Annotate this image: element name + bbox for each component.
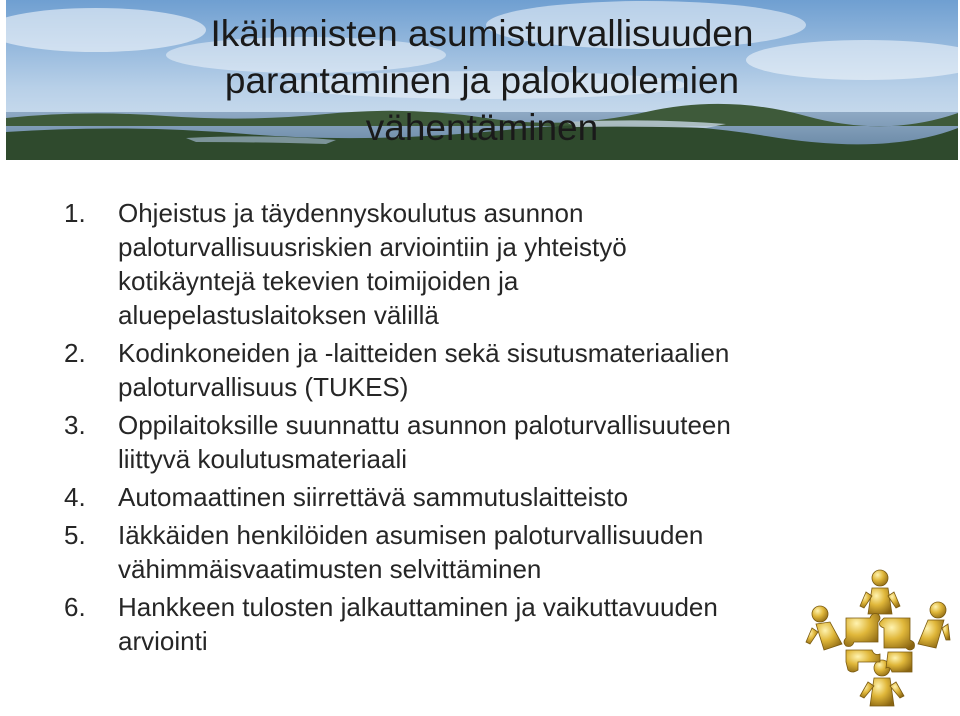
list-item-text: Kodinkoneiden ja -laitteiden sekä sisutusmateriaalien [118, 338, 730, 368]
list-item-number: 3. [64, 410, 86, 440]
header-banner [6, 0, 958, 160]
title-line: vähentäminen [365, 107, 599, 148]
title-line: Ikäihmisten asumisturvallisuuden [210, 13, 754, 54]
list-item-text: kotikäyntejä tekevien toimijoiden ja [118, 266, 519, 296]
page-title [6, 10, 958, 151]
list-item-text: aluepelastuslaitoksen välillä [118, 300, 439, 330]
list-item-text: vähimmäisvaatimusten selvittäminen [118, 554, 542, 584]
list-item-text: paloturvallisuusriskien arviointiin ja yhteistyö [118, 232, 627, 262]
list-item-number: 5. [64, 520, 86, 550]
list-item [60, 518, 920, 586]
list-item-number: 6. [64, 592, 86, 622]
list-item [60, 408, 920, 476]
list-item-number: 4. [64, 482, 86, 512]
list-item-text: paloturvallisuus (TUKES) [118, 372, 409, 402]
list-item-text: liittyvä koulutusmateriaali [118, 444, 408, 474]
project-list [60, 196, 920, 662]
puzzle-people-logo [802, 566, 952, 712]
list-item-text: Iäkkäiden henkilöiden asumisen paloturvallisuuden [118, 520, 704, 550]
list-item [60, 196, 920, 332]
list-item-text: Automaattinen siirrettävä sammutuslaitteisto [118, 482, 629, 512]
list-item-text: Oppilaitoksille suunnattu asunnon paloturvallisuuteen [118, 410, 731, 440]
list-item-text: Hankkeen tulosten jalkauttaminen ja vaikuttavuuden [118, 592, 718, 622]
list-item [60, 336, 920, 404]
title-line: parantaminen ja palokuolemien [224, 60, 740, 101]
list-item [60, 590, 920, 658]
list-item-number: 1. [64, 198, 86, 228]
list-item [60, 480, 920, 514]
list-item-text: arviointi [118, 626, 208, 656]
list-item-text: Ohjeistus ja täydennyskoulutus asunnon [118, 198, 584, 228]
list-item-number: 2. [64, 338, 86, 368]
